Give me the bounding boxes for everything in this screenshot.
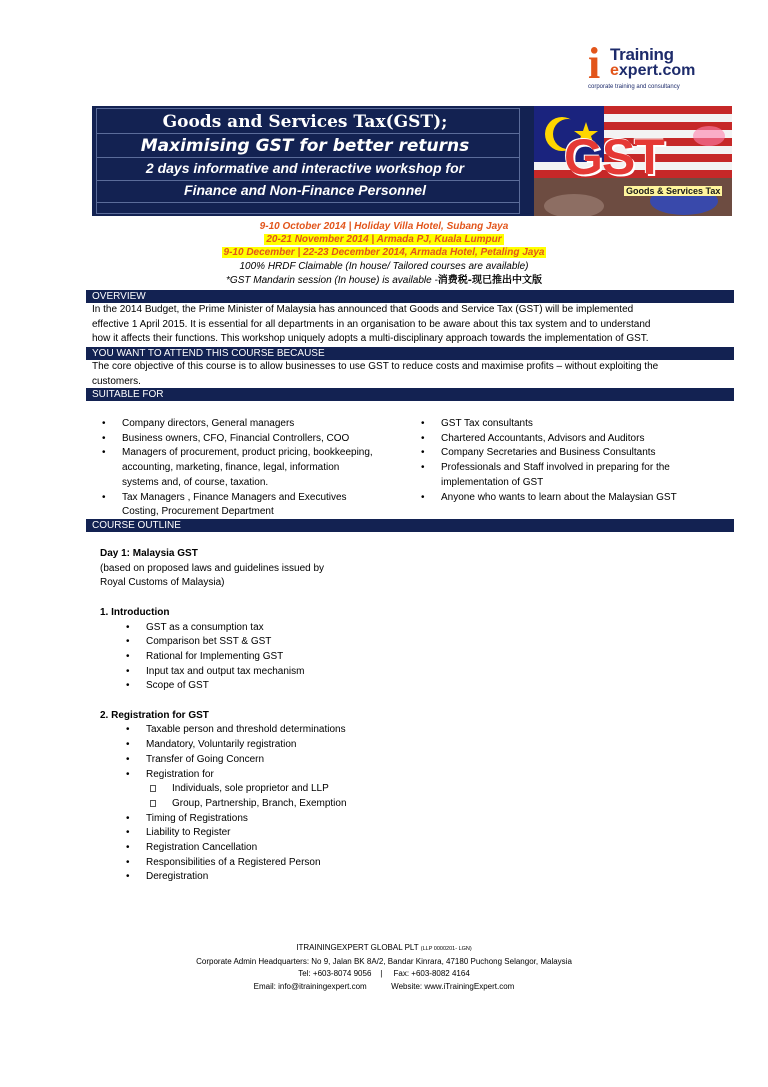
list-item: • GST Tax consultants	[415, 417, 725, 432]
gst-flag-image	[534, 106, 732, 216]
email-link[interactable]: Email: info@itrainingexpert.com	[253, 981, 367, 991]
list-item: • Scope of GST	[120, 679, 700, 694]
footer-phone: Tel: +603-8074 9056 | Fax: +603-8082 4164	[298, 969, 470, 979]
footer-company: ITRAININGEXPERT GLOBAL PLT (LLP 0000201- LGN)	[296, 943, 472, 952]
mandarin-note: *GST Mandarin session (In house) is available -消费税-现已推出中文版	[226, 275, 542, 286]
logo-tagline: corporate training and consultancy	[588, 84, 680, 90]
gst-image-text: GST	[564, 129, 664, 185]
list-item: • Registration Cancellation	[120, 841, 700, 856]
list-item: • Professionals and Staff involved in preparing for the implementation of GST	[415, 461, 725, 490]
suitable-list-left	[96, 417, 416, 520]
logo-letter: i	[588, 39, 601, 88]
footer-address: Corporate Admin Headquarters: No 9, Jalan BK 8A/2, Bandar Kinrara, 47180 Puchong Selangor, Malaysia	[196, 956, 572, 966]
workshop-description: 2 days informative and interactive workshop for	[145, 160, 465, 176]
attend-text: The core objective of this course is to allow businesses to use GST to reduce costs and maximise profits – without exploiting the customers.	[92, 361, 659, 387]
module-2-list	[120, 723, 700, 782]
list-item: • Company directors, General managers	[96, 417, 416, 432]
list-item: • Registration for	[120, 768, 700, 783]
logo-line2: expert.com	[610, 62, 696, 79]
module-2-sublist	[146, 782, 700, 811]
day-heading: Day 1: Malaysia GST	[100, 548, 198, 559]
website-link[interactable]: Website: www.iTrainingExpert.com	[391, 981, 515, 991]
list-item: • Anyone who wants to learn about the Malaysian GST	[415, 491, 725, 506]
day-note: (based on proposed laws and guidelines issued by	[100, 562, 325, 574]
schedule-line-3: 9-10 December | 22-23 December 2014, Armada Hotel, Petaling Jaya	[223, 247, 545, 258]
module-heading: 1. Introduction	[100, 606, 170, 618]
suitable-list-right	[415, 417, 725, 505]
schedule-line-1: 9-10 October 2014 | Holiday Villa Hotel, Subang Jaya	[259, 221, 509, 232]
footer-contact	[0, 981, 768, 994]
list-item: • Responsibilities of a Registered Person	[120, 856, 700, 871]
list-item: • Tax Managers , Finance Managers and Executives Costing, Procurement Department	[96, 491, 416, 520]
list-item: • Taxable person and threshold determinations	[120, 723, 700, 738]
section-overview: OVERVIEW	[86, 290, 736, 303]
section-attend: YOU WANT TO ATTEND THIS COURSE BECAUSE	[86, 347, 736, 360]
schedule-line-2: 20-21 November 2014 | Armada PJ, Kuala Lumpur	[266, 234, 502, 245]
list-item: • Company Secretaries and Business Consultants	[415, 446, 725, 461]
course-title: Goods and Services Tax(GST);	[162, 112, 448, 132]
list-item: • Input tax and output tax mechanism	[120, 665, 700, 680]
list-item: • Mandatory, Voluntarily registration	[120, 738, 700, 753]
list-item: Individuals, sole proprietor and LLP	[146, 782, 700, 797]
hrdf-note: 100% HRDF Claimable (In house/ Tailored courses are available)	[239, 261, 529, 272]
overview-text: In the 2014 Budget, the Prime Minister of Malaysia has announced that Goods and Service Tax (GST) will be implemented effective 1 April 2015. It is essential for all departments in an organisation to be aware about this tax system and to understand how it affects their functions. This workshop uniquely adopts a multi-disciplinary approach towards the implementation of GST.	[92, 304, 651, 344]
course-outline	[100, 547, 700, 885]
module-2-list-cont	[120, 812, 700, 886]
audience-description: Finance and Non-Finance Personnel	[184, 182, 426, 198]
list-item: • GST as a consumption tax	[120, 621, 700, 636]
logo-line1: Training	[610, 45, 674, 64]
title-banner	[92, 106, 732, 216]
list-item: • Timing of Registrations	[120, 812, 700, 827]
list-item: • Transfer of Going Concern	[120, 753, 700, 768]
section-outline: COURSE OUTLINE	[86, 519, 736, 532]
module-1-list	[120, 621, 700, 695]
section-suitable: SUITABLE FOR	[86, 388, 736, 401]
list-item: • Rational for Implementing GST	[120, 650, 700, 665]
list-item: • Liability to Register	[120, 826, 700, 841]
module-heading: 2. Registration for GST	[100, 709, 209, 721]
day-note: Royal Customs of Malaysia)	[100, 577, 225, 589]
list-item: • Managers of procurement, product pricing, bookkeeping, accounting, marketing, finance, legal, information systems and, of course, taxation.	[96, 446, 416, 490]
list-item: • Comparison bet SST & GST	[120, 635, 700, 650]
page-footer	[0, 942, 768, 993]
gst-image-caption: Goods & Services Tax	[626, 186, 721, 196]
list-item: • Business owners, CFO, Financial Controllers, COO	[96, 432, 416, 447]
list-item: Group, Partnership, Branch, Exemption	[146, 797, 700, 812]
list-item: • Chartered Accountants, Advisors and Auditors	[415, 432, 725, 447]
list-item: • Deregistration	[120, 870, 700, 885]
company-logo	[588, 39, 698, 96]
course-subtitle: Maximising GST for better returns	[140, 136, 470, 156]
